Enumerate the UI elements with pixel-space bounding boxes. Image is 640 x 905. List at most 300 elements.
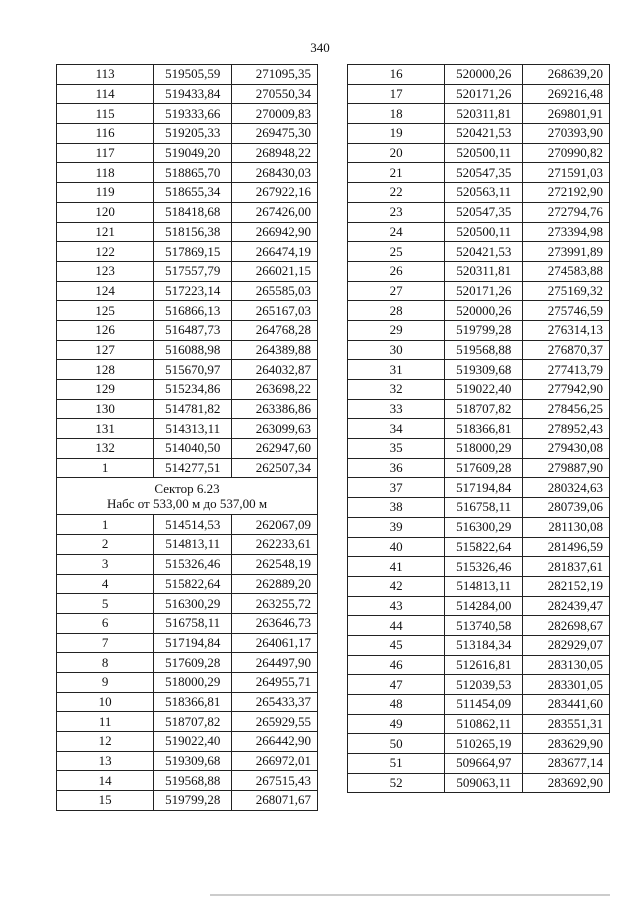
point-number-cell: 125 <box>57 301 154 321</box>
y-coordinate-cell: 266942,90 <box>232 222 318 242</box>
x-coordinate-cell: 516088,98 <box>154 340 232 360</box>
x-coordinate-cell: 516758,11 <box>445 498 523 518</box>
x-coordinate-cell: 519568,88 <box>445 340 523 360</box>
table-row <box>348 320 610 340</box>
point-number-cell: 8 <box>57 653 154 673</box>
y-coordinate-cell: 273394,98 <box>523 222 610 242</box>
point-number-cell: 28 <box>348 301 445 321</box>
table-row <box>348 675 610 695</box>
y-coordinate-cell: 268639,20 <box>523 65 610 85</box>
table-row <box>348 143 610 163</box>
point-number-cell: 131 <box>57 419 154 439</box>
point-number-cell: 39 <box>348 517 445 537</box>
x-coordinate-cell: 519309,68 <box>154 751 232 771</box>
table-row <box>348 773 610 793</box>
x-coordinate-cell: 520563,11 <box>445 183 523 203</box>
y-coordinate-cell: 262889,20 <box>232 574 318 594</box>
x-coordinate-cell: 516487,73 <box>154 320 232 340</box>
y-coordinate-cell: 265585,03 <box>232 281 318 301</box>
x-coordinate-cell: 516300,29 <box>445 517 523 537</box>
y-coordinate-cell: 278952,43 <box>523 419 610 439</box>
table-row <box>57 104 318 124</box>
table-row <box>57 124 318 144</box>
table-row <box>57 222 318 242</box>
table-row <box>348 163 610 183</box>
point-number-cell: 117 <box>57 143 154 163</box>
y-coordinate-cell: 271591,03 <box>523 163 610 183</box>
point-number-cell: 3 <box>57 554 154 574</box>
x-coordinate-cell: 517609,28 <box>154 653 232 673</box>
table-row <box>348 124 610 144</box>
y-coordinate-cell: 267515,43 <box>232 771 318 791</box>
x-coordinate-cell: 515234,86 <box>154 380 232 400</box>
table-row <box>348 104 610 124</box>
point-number-cell: 37 <box>348 478 445 498</box>
x-coordinate-cell: 514813,11 <box>154 535 232 555</box>
y-coordinate-cell: 263386,86 <box>232 399 318 419</box>
table-row <box>348 537 610 557</box>
y-coordinate-cell: 270009,83 <box>232 104 318 124</box>
x-coordinate-cell: 518418,68 <box>154 202 232 222</box>
y-coordinate-cell: 272794,76 <box>523 202 610 222</box>
x-coordinate-cell: 519433,84 <box>154 84 232 104</box>
point-number-cell: 6 <box>57 613 154 633</box>
table-row <box>348 734 610 754</box>
table-row <box>348 261 610 281</box>
y-coordinate-cell: 268430,03 <box>232 163 318 183</box>
x-coordinate-cell: 519049,20 <box>154 143 232 163</box>
x-coordinate-cell: 515822,64 <box>154 574 232 594</box>
left-table-rows-before <box>57 65 318 478</box>
page-number: 340 <box>310 40 330 55</box>
table-row <box>57 439 318 459</box>
point-number-cell: 114 <box>57 84 154 104</box>
table-row <box>57 163 318 183</box>
x-coordinate-cell: 519022,40 <box>445 380 523 400</box>
x-coordinate-cell: 516300,29 <box>154 594 232 614</box>
table-row <box>348 478 610 498</box>
table-row <box>348 419 610 439</box>
y-coordinate-cell: 283551,31 <box>523 714 610 734</box>
y-coordinate-cell: 281837,61 <box>523 557 610 577</box>
x-coordinate-cell: 518000,29 <box>154 672 232 692</box>
table-row <box>348 242 610 262</box>
y-coordinate-cell: 262507,34 <box>232 458 318 478</box>
table-row <box>348 458 610 478</box>
table-row <box>57 419 318 439</box>
point-number-cell: 45 <box>348 635 445 655</box>
table-row <box>57 340 318 360</box>
table-row <box>57 183 318 203</box>
point-number-cell: 130 <box>57 399 154 419</box>
table-row <box>348 616 610 636</box>
table-row <box>348 557 610 577</box>
table-row <box>57 281 318 301</box>
point-number-cell: 119 <box>57 183 154 203</box>
table-row <box>348 183 610 203</box>
y-coordinate-cell: 282698,67 <box>523 616 610 636</box>
table-row <box>57 399 318 419</box>
y-coordinate-cell: 276314,13 <box>523 320 610 340</box>
point-number-cell: 47 <box>348 675 445 695</box>
table-row <box>57 380 318 400</box>
y-coordinate-cell: 265433,37 <box>232 692 318 712</box>
y-coordinate-cell: 264032,87 <box>232 360 318 380</box>
y-coordinate-cell: 270990,82 <box>523 143 610 163</box>
x-coordinate-cell: 518707,82 <box>445 399 523 419</box>
point-number-cell: 10 <box>57 692 154 712</box>
table-row <box>57 360 318 380</box>
table-row <box>348 360 610 380</box>
sector-header-row <box>57 478 318 515</box>
point-number-cell: 42 <box>348 576 445 596</box>
x-coordinate-cell: 518707,82 <box>154 712 232 732</box>
x-coordinate-cell: 519799,28 <box>445 320 523 340</box>
y-coordinate-cell: 270550,34 <box>232 84 318 104</box>
y-coordinate-cell: 263099,63 <box>232 419 318 439</box>
y-coordinate-cell: 272192,90 <box>523 183 610 203</box>
x-coordinate-cell: 510265,19 <box>445 734 523 754</box>
y-coordinate-cell: 262947,60 <box>232 439 318 459</box>
x-coordinate-cell: 517223,14 <box>154 281 232 301</box>
point-number-cell: 129 <box>57 380 154 400</box>
x-coordinate-cell: 519799,28 <box>154 791 232 811</box>
point-number-cell: 7 <box>57 633 154 653</box>
x-coordinate-cell: 519022,40 <box>154 732 232 752</box>
y-coordinate-cell: 266972,01 <box>232 751 318 771</box>
y-coordinate-cell: 264389,88 <box>232 340 318 360</box>
y-coordinate-cell: 282929,07 <box>523 635 610 655</box>
point-number-cell: 41 <box>348 557 445 577</box>
y-coordinate-cell: 263255,72 <box>232 594 318 614</box>
y-coordinate-cell: 283130,05 <box>523 655 610 675</box>
table-row <box>57 692 318 712</box>
point-number-cell: 31 <box>348 360 445 380</box>
point-number-cell: 13 <box>57 751 154 771</box>
y-coordinate-cell: 265167,03 <box>232 301 318 321</box>
x-coordinate-cell: 520311,81 <box>445 261 523 281</box>
y-coordinate-cell: 268948,22 <box>232 143 318 163</box>
table-row <box>57 242 318 262</box>
y-coordinate-cell: 267922,16 <box>232 183 318 203</box>
y-coordinate-cell: 262548,19 <box>232 554 318 574</box>
x-coordinate-cell: 513184,34 <box>445 635 523 655</box>
x-coordinate-cell: 520311,81 <box>445 104 523 124</box>
table-row <box>57 672 318 692</box>
x-coordinate-cell: 509063,11 <box>445 773 523 793</box>
table-row <box>57 515 318 535</box>
point-number-cell: 51 <box>348 754 445 774</box>
x-coordinate-cell: 512616,81 <box>445 655 523 675</box>
x-coordinate-cell: 520171,26 <box>445 84 523 104</box>
table-row <box>348 65 610 85</box>
table-row <box>348 380 610 400</box>
y-coordinate-cell: 282152,19 <box>523 576 610 596</box>
table-row <box>57 320 318 340</box>
point-number-cell: 30 <box>348 340 445 360</box>
y-coordinate-cell: 267426,00 <box>232 202 318 222</box>
table-row <box>57 261 318 281</box>
x-coordinate-cell: 518000,29 <box>445 439 523 459</box>
x-coordinate-cell: 518655,34 <box>154 183 232 203</box>
point-number-cell: 113 <box>57 65 154 85</box>
x-coordinate-cell: 515822,64 <box>445 537 523 557</box>
point-number-cell: 127 <box>57 340 154 360</box>
sector-subtitle: Набс от 533,00 м до 537,00 м <box>106 496 268 512</box>
table-row <box>348 695 610 715</box>
y-coordinate-cell: 283441,60 <box>523 695 610 715</box>
y-coordinate-cell: 277413,79 <box>523 360 610 380</box>
y-coordinate-cell: 262067,09 <box>232 515 318 535</box>
y-coordinate-cell: 281496,59 <box>523 537 610 557</box>
point-number-cell: 46 <box>348 655 445 675</box>
y-coordinate-cell: 279887,90 <box>523 458 610 478</box>
point-number-cell: 20 <box>348 143 445 163</box>
point-number-cell: 43 <box>348 596 445 616</box>
point-number-cell: 4 <box>57 574 154 594</box>
y-coordinate-cell: 283629,90 <box>523 734 610 754</box>
sector-header-group <box>57 478 318 515</box>
table-row <box>57 791 318 811</box>
sector-header-cell <box>57 478 318 515</box>
table-row <box>57 574 318 594</box>
point-number-cell: 29 <box>348 320 445 340</box>
point-number-cell: 9 <box>57 672 154 692</box>
point-number-cell: 115 <box>57 104 154 124</box>
x-coordinate-cell: 510862,11 <box>445 714 523 734</box>
point-number-cell: 49 <box>348 714 445 734</box>
x-coordinate-cell: 520547,35 <box>445 163 523 183</box>
point-number-cell: 33 <box>348 399 445 419</box>
x-coordinate-cell: 514284,00 <box>445 596 523 616</box>
table-row <box>57 771 318 791</box>
y-coordinate-cell: 264768,28 <box>232 320 318 340</box>
table-row <box>348 281 610 301</box>
table-row <box>348 498 610 518</box>
point-number-cell: 21 <box>348 163 445 183</box>
point-number-cell: 22 <box>348 183 445 203</box>
x-coordinate-cell: 518156,38 <box>154 222 232 242</box>
point-number-cell: 11 <box>57 712 154 732</box>
table-row <box>57 594 318 614</box>
point-number-cell: 24 <box>348 222 445 242</box>
table-row <box>348 222 610 242</box>
x-coordinate-cell: 520000,26 <box>445 65 523 85</box>
sector-title: Сектор 6.23 <box>154 481 220 497</box>
table-row <box>348 301 610 321</box>
table-row <box>348 340 610 360</box>
y-coordinate-cell: 270393,90 <box>523 124 610 144</box>
point-number-cell: 1 <box>57 515 154 535</box>
y-coordinate-cell: 274583,88 <box>523 261 610 281</box>
x-coordinate-cell: 520421,53 <box>445 124 523 144</box>
table-row <box>57 65 318 85</box>
y-coordinate-cell: 275746,59 <box>523 301 610 321</box>
point-number-cell: 2 <box>57 535 154 555</box>
x-coordinate-cell: 514040,50 <box>154 439 232 459</box>
x-coordinate-cell: 519505,59 <box>154 65 232 85</box>
x-coordinate-cell: 519309,68 <box>445 360 523 380</box>
y-coordinate-cell: 262233,61 <box>232 535 318 555</box>
point-number-cell: 25 <box>348 242 445 262</box>
x-coordinate-cell: 520500,11 <box>445 222 523 242</box>
point-number-cell: 14 <box>57 771 154 791</box>
point-number-cell: 17 <box>348 84 445 104</box>
x-coordinate-cell: 519205,33 <box>154 124 232 144</box>
point-number-cell: 123 <box>57 261 154 281</box>
table-row <box>57 633 318 653</box>
table-row <box>57 202 318 222</box>
x-coordinate-cell: 520547,35 <box>445 202 523 222</box>
y-coordinate-cell: 269801,91 <box>523 104 610 124</box>
y-coordinate-cell: 275169,32 <box>523 281 610 301</box>
y-coordinate-cell: 268071,67 <box>232 791 318 811</box>
y-coordinate-cell: 263698,22 <box>232 380 318 400</box>
y-coordinate-cell: 263646,73 <box>232 613 318 633</box>
y-coordinate-cell: 282439,47 <box>523 596 610 616</box>
point-number-cell: 12 <box>57 732 154 752</box>
table-row <box>57 143 318 163</box>
y-coordinate-cell: 266021,15 <box>232 261 318 281</box>
left-table-rows-after <box>57 515 318 810</box>
y-coordinate-cell: 269475,30 <box>232 124 318 144</box>
point-number-cell: 132 <box>57 439 154 459</box>
point-number-cell: 121 <box>57 222 154 242</box>
x-coordinate-cell: 516758,11 <box>154 613 232 633</box>
point-number-cell: 18 <box>348 104 445 124</box>
point-number-cell: 34 <box>348 419 445 439</box>
y-coordinate-cell: 283677,14 <box>523 754 610 774</box>
x-coordinate-cell: 517557,79 <box>154 261 232 281</box>
point-number-cell: 116 <box>57 124 154 144</box>
table-row <box>57 458 318 478</box>
x-coordinate-cell: 514813,11 <box>445 576 523 596</box>
y-coordinate-cell: 264497,90 <box>232 653 318 673</box>
y-coordinate-cell: 277942,90 <box>523 380 610 400</box>
y-coordinate-cell: 266442,90 <box>232 732 318 752</box>
point-number-cell: 126 <box>57 320 154 340</box>
y-coordinate-cell: 273991,89 <box>523 242 610 262</box>
x-coordinate-cell: 517194,84 <box>154 633 232 653</box>
point-number-cell: 44 <box>348 616 445 636</box>
y-coordinate-cell: 264061,17 <box>232 633 318 653</box>
x-coordinate-cell: 517194,84 <box>445 478 523 498</box>
table-row <box>57 613 318 633</box>
point-number-cell: 50 <box>348 734 445 754</box>
x-coordinate-cell: 515326,46 <box>154 554 232 574</box>
point-number-cell: 23 <box>348 202 445 222</box>
point-number-cell: 26 <box>348 261 445 281</box>
point-number-cell: 40 <box>348 537 445 557</box>
point-number-cell: 52 <box>348 773 445 793</box>
table-row <box>57 712 318 732</box>
point-number-cell: 32 <box>348 380 445 400</box>
x-coordinate-cell: 518366,81 <box>154 692 232 712</box>
x-coordinate-cell: 515670,97 <box>154 360 232 380</box>
y-coordinate-cell: 280324,63 <box>523 478 610 498</box>
x-coordinate-cell: 519568,88 <box>154 771 232 791</box>
y-coordinate-cell: 271095,35 <box>232 65 318 85</box>
x-coordinate-cell: 515326,46 <box>445 557 523 577</box>
coordinates-table-left <box>56 64 318 811</box>
point-number-cell: 5 <box>57 594 154 614</box>
point-number-cell: 1 <box>57 458 154 478</box>
x-coordinate-cell: 520171,26 <box>445 281 523 301</box>
table-row <box>348 576 610 596</box>
x-coordinate-cell: 520000,26 <box>445 301 523 321</box>
point-number-cell: 124 <box>57 281 154 301</box>
table-row <box>348 399 610 419</box>
table-row <box>348 754 610 774</box>
point-number-cell: 128 <box>57 360 154 380</box>
point-number-cell: 15 <box>57 791 154 811</box>
table-row <box>57 653 318 673</box>
x-coordinate-cell: 514514,53 <box>154 515 232 535</box>
point-number-cell: 120 <box>57 202 154 222</box>
table-row <box>348 635 610 655</box>
point-number-cell: 35 <box>348 439 445 459</box>
y-coordinate-cell: 269216,48 <box>523 84 610 104</box>
table-row <box>57 84 318 104</box>
point-number-cell: 48 <box>348 695 445 715</box>
x-coordinate-cell: 514781,82 <box>154 399 232 419</box>
x-coordinate-cell: 514313,11 <box>154 419 232 439</box>
scan-artifact-line <box>210 894 610 896</box>
table-row <box>348 202 610 222</box>
x-coordinate-cell: 509664,97 <box>445 754 523 774</box>
point-number-cell: 36 <box>348 458 445 478</box>
point-number-cell: 19 <box>348 124 445 144</box>
point-number-cell: 16 <box>348 65 445 85</box>
table-row <box>348 517 610 537</box>
coordinates-table-right <box>347 64 610 793</box>
x-coordinate-cell: 517869,15 <box>154 242 232 262</box>
table-row <box>348 596 610 616</box>
x-coordinate-cell: 513740,58 <box>445 616 523 636</box>
y-coordinate-cell: 278456,25 <box>523 399 610 419</box>
y-coordinate-cell: 264955,71 <box>232 672 318 692</box>
y-coordinate-cell: 283692,90 <box>523 773 610 793</box>
right-table-rows <box>348 65 610 793</box>
y-coordinate-cell: 265929,55 <box>232 712 318 732</box>
y-coordinate-cell: 279430,08 <box>523 439 610 459</box>
table-row <box>57 751 318 771</box>
table-row <box>57 535 318 555</box>
x-coordinate-cell: 512039,53 <box>445 675 523 695</box>
table-row <box>348 655 610 675</box>
table-row <box>348 84 610 104</box>
y-coordinate-cell: 266474,19 <box>232 242 318 262</box>
point-number-cell: 38 <box>348 498 445 518</box>
x-coordinate-cell: 520421,53 <box>445 242 523 262</box>
table-row <box>57 554 318 574</box>
x-coordinate-cell: 520500,11 <box>445 143 523 163</box>
x-coordinate-cell: 518366,81 <box>445 419 523 439</box>
point-number-cell: 27 <box>348 281 445 301</box>
table-row <box>348 439 610 459</box>
x-coordinate-cell: 517609,28 <box>445 458 523 478</box>
table-row <box>57 732 318 752</box>
table-row <box>348 714 610 734</box>
y-coordinate-cell: 281130,08 <box>523 517 610 537</box>
x-coordinate-cell: 519333,66 <box>154 104 232 124</box>
x-coordinate-cell: 516866,13 <box>154 301 232 321</box>
table-row <box>57 301 318 321</box>
point-number-cell: 122 <box>57 242 154 262</box>
x-coordinate-cell: 511454,09 <box>445 695 523 715</box>
y-coordinate-cell: 280739,06 <box>523 498 610 518</box>
y-coordinate-cell: 283301,05 <box>523 675 610 695</box>
